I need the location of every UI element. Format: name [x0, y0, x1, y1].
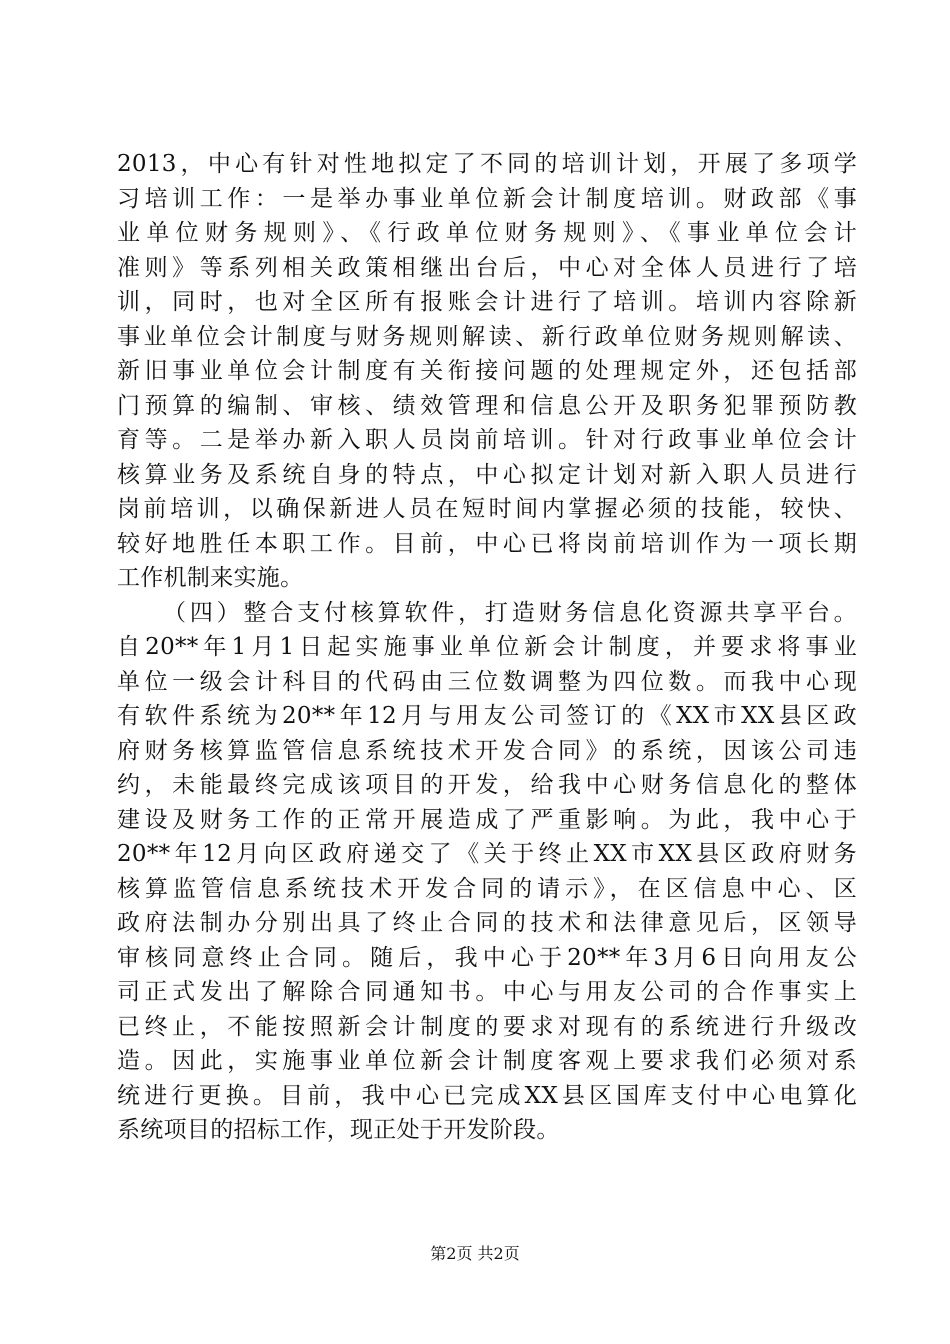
text-line: 训，同时，也对全区所有报账会计进行了培训。培训内容除新 [117, 289, 857, 315]
text-line: 统进行更换。目前，我中心已完成XX县区国库支付中心电算化 [117, 1082, 857, 1109]
text-line: 较好地胜任本职工作。目前，中心已将岗前培训作为一项长期 [117, 530, 857, 557]
text-line: 业单位财务规则》、《行政单位财务规则》、《事业单位会计 [117, 220, 857, 246]
text-line: 20**年12月向区政府递交了《关于终止XX市XX县区政府财务 [117, 841, 857, 867]
text-line: 单位一级会计科目的代码由三位数调整为四位数。而我中心现 [117, 668, 857, 695]
text-line: 门预算的编制、审核、绩效管理和信息公开及职务犯罪预防教 [117, 392, 857, 419]
text-line: 育等。二是举办新入职人员岗前培训。针对行政事业单位会计 [117, 427, 857, 453]
text-line: 司正式发出了解除合同通知书。中心与用友公司的合作事实上 [117, 979, 857, 1005]
text-line: 核算监管信息系统技术开发合同的请示》，在区信息中心、区 [117, 875, 857, 902]
page-footer: 第2页 共2页 [430, 1244, 520, 1263]
text-line: 核算业务及系统自身的特点，中心拟定计划对新入职人员进行 [117, 461, 857, 488]
text-line: 政府法制办分别出具了终止合同的技术和法律意见后，区领导 [117, 910, 857, 936]
text-line: 习培训工作：一是举办事业单位新会计制度培训。财政部《事 [117, 185, 857, 212]
text-line: 约，未能最终完成该项目的开发，给我中心财务信息化的整体 [117, 772, 857, 798]
text-line: 2013，中心有针对性地拟定了不同的培训计划，开展了多项学 [117, 151, 857, 177]
text-line: 审核同意终止合同。随后，我中心于20**年3月6日向用友公 [117, 944, 857, 971]
text-line: 工作机制来实施。 [117, 565, 304, 591]
text-line: 造。因此，实施事业单位新会计制度客观上要求我们必须对系 [117, 1048, 857, 1074]
section-heading-line: （四）整合支付核算软件，打造财务信息化资源共享平台。 [163, 599, 857, 626]
text-line: 新旧事业单位会计制度有关衔接问题的处理规定外，还包括部 [117, 358, 857, 384]
text-line: 有软件系统为20**年12月与用友公司签订的《XX市XX县区政 [117, 703, 857, 729]
body-text [117, 147, 857, 1148]
text-line: 自20**年1月1日起实施事业单位新会计制度，并要求将事业 [117, 634, 857, 660]
text-line: 建设及财务工作的正常开展造成了严重影响。为此，我中心于 [117, 806, 857, 833]
text-line: 准则》等系列相关政策相继出台后，中心对全体人员进行了培 [117, 254, 857, 281]
text-line: 已终止，不能按照新会计制度的要求对现有的系统进行升级改 [117, 1013, 857, 1040]
text-line: 府财务核算监管信息系统技术开发合同》的系统，因该公司违 [117, 737, 857, 764]
text-line: 岗前培训，以确保新进人员在短时间内掌握必须的技能，较快、 [117, 496, 857, 522]
text-line: 系统项目的招标工作，现正处于开发阶段。 [117, 1117, 560, 1143]
text-line: 事业单位会计制度与财务规则解读、新行政单位财务规则解读、 [117, 323, 857, 350]
